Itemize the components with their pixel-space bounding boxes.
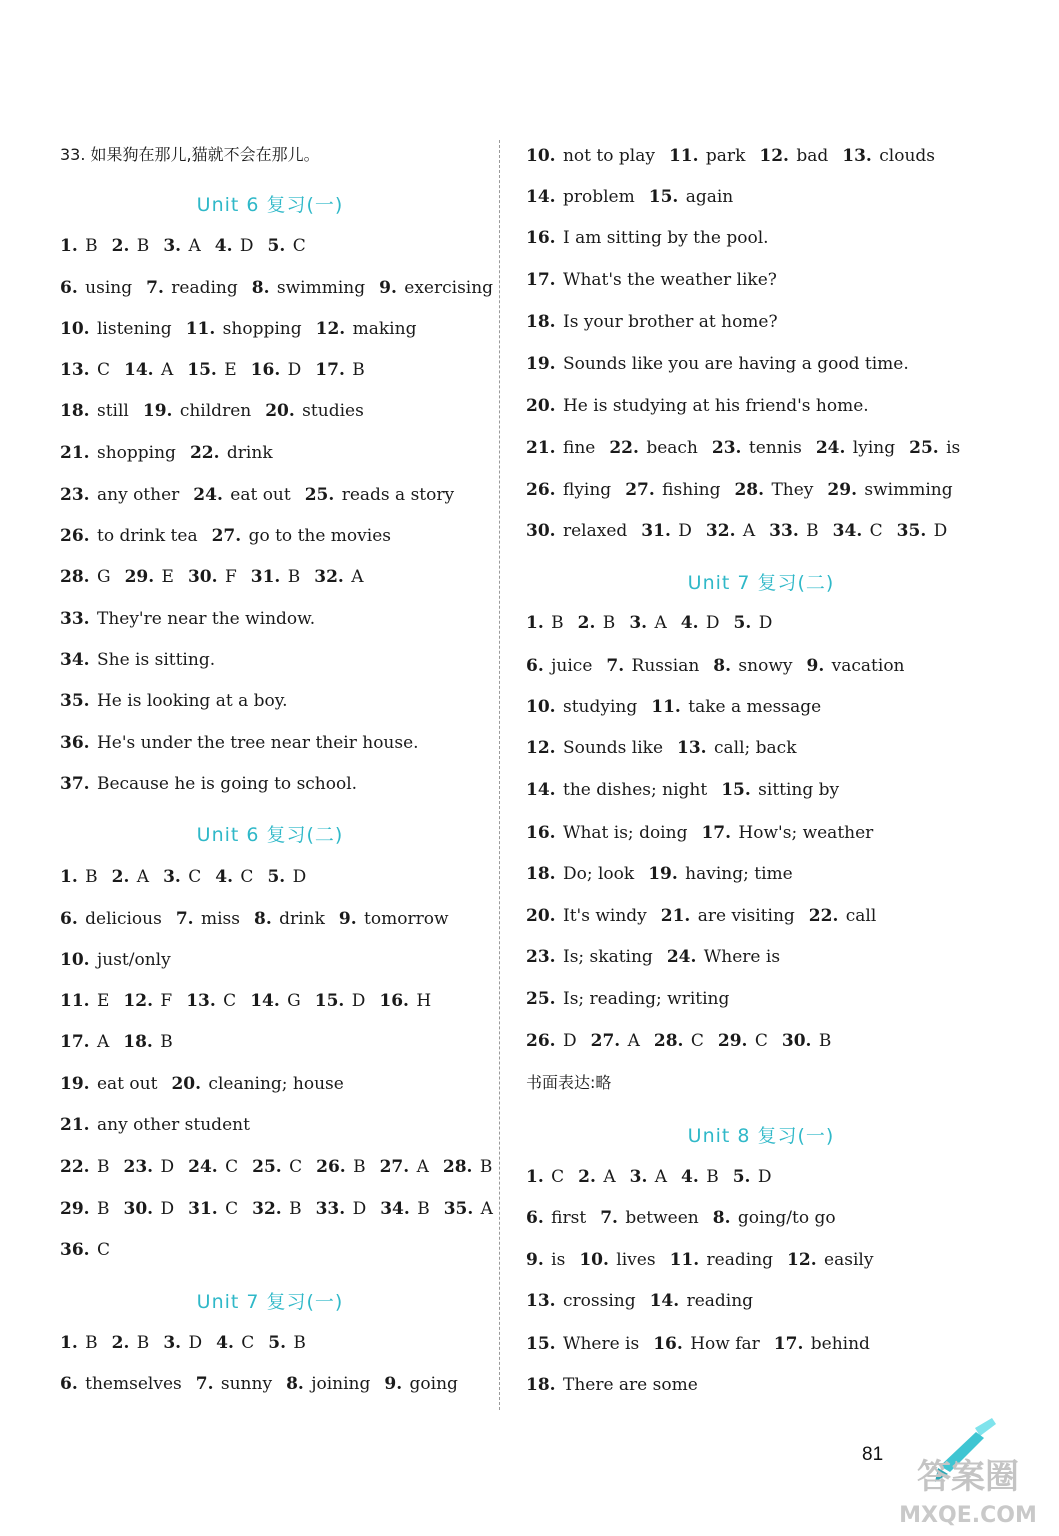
answer-item: 22. B [60,1157,110,1177]
answer-line [526,1374,712,1396]
answer-item: 9. exercising [379,278,494,298]
answer-item: 7. sunny [195,1374,273,1394]
answer-item: 34. C [832,521,883,541]
answer-item: 17. behind [773,1334,870,1354]
answer-item: 11. E [60,991,110,1011]
answer-item: 35. D [896,521,948,541]
answer-line [526,520,961,542]
answer-line [526,311,792,333]
answer-item: 12. making [315,319,417,339]
answer-item: 6. first [526,1208,587,1228]
answer-item: 15. D [314,991,366,1011]
answer-item: 3. A [163,236,201,256]
answer-item: 2. B [111,236,150,256]
answer-item: 9. is [526,1250,566,1270]
answer-item: 16. How far [653,1334,760,1354]
answer-item: 16. D [250,360,302,380]
answer-item: 13. clouds [842,146,935,166]
watermark-url: MXQE.COM [899,1503,1037,1528]
answer-line [60,359,379,381]
answer-item: 14. reading [649,1291,754,1311]
answer-line [60,908,463,930]
answer-item: 8. snowy [713,656,793,676]
answer-item: 5. C [267,236,306,256]
answer-item: 33. They're near the window. [60,609,316,629]
answer-item: 26. D [526,1031,577,1051]
answer-item: 1. B [60,236,98,256]
answer-item: 31. C [188,1199,239,1219]
section-heading: Unit 7 复习(二) [687,572,835,594]
answer-item: 26. to drink tea [60,526,198,546]
answer-item: 20. studies [265,401,364,421]
answer-line [526,779,853,801]
answer-item: 1. B [526,613,564,633]
answer-item: 17. A [60,1032,110,1052]
answer-line [60,732,433,754]
answer-item: 17. B [315,360,365,380]
answer-line [60,1198,507,1220]
answer-item: 19. eat out [60,1074,158,1094]
answer-item: 12. F [123,991,173,1011]
answer-line [526,696,835,718]
answer-item: 30. F [187,567,237,587]
answer-item: 3. A [629,613,667,633]
answer-item: 17. What's the weather like? [526,270,777,290]
answer-line [526,612,786,634]
answer-item: 22. call [808,906,877,926]
answer-line [60,318,430,340]
answer-item: 32. A [314,567,364,587]
answer-item: 29. swimming [827,480,953,500]
answer-line [60,442,287,464]
watermark-logo [880,1410,1050,1530]
answer-line [526,1207,850,1229]
text-line: 书面表达:略 [526,1073,612,1092]
answer-line [60,277,507,299]
answer-item: 24. Where is [666,947,781,967]
answer-line [526,269,791,291]
answer-line [526,737,811,759]
section-heading: Unit 7 复习(一) [196,1291,344,1313]
answer-item: 29. B [60,1199,110,1219]
answer-item: 32. B [252,1199,302,1219]
answer-item: 24. lying [815,438,896,458]
answer-item: 28. They [734,480,814,500]
answer-line [60,649,229,671]
answer-item: 21. fine [526,438,596,458]
answer-item: 2. A [578,1167,616,1187]
answer-item: 10. listening [60,319,172,339]
answer-item: 31. D [641,521,692,541]
answer-item: 28. B [442,1157,493,1177]
answer-line [526,822,887,844]
answer-item: 10. lives [579,1250,656,1270]
answer-line [526,863,807,885]
answer-item: 30. B [781,1031,832,1051]
answer-item: 36. He's under the tree near their house. [60,733,419,753]
answer-item: 20. He is studying at his friend's home. [526,396,869,416]
answer-item: 19. children [142,401,252,421]
answer-line [60,1239,124,1261]
answer-item: 5. D [733,613,773,633]
answer-item: 29. C [717,1031,768,1051]
answer-item: 20. It's windy [526,906,647,926]
answer-item: 15. Where is [526,1334,640,1354]
answer-item: 26. flying [526,480,612,500]
section-heading: Unit 6 复习(一) [196,194,344,216]
answer-item: 2. B [111,1333,150,1353]
answer-item: 37. Because he is going to school. [60,774,358,794]
answer-item: 24. C [188,1157,239,1177]
answer-item: 6. delicious [60,909,162,929]
answer-item: 34. She is sitting. [60,650,216,670]
answer-item: 8. going/to go [712,1208,836,1228]
answer-line [526,905,890,927]
answer-item: 31. B [250,567,301,587]
answer-item: 23. D [123,1157,175,1177]
answer-line [526,1249,887,1271]
answer-item: 2. A [111,867,150,887]
answer-item: 4. C [216,1333,255,1353]
answer-item: 1. B [60,1333,98,1353]
answer-item: 18. Do; look [526,864,635,884]
answer-line [526,479,967,501]
answer-item: 16. I am sitting by the pool. [526,228,769,248]
answer-item: 28. G [60,567,111,587]
answer-item: 16. What is; doing [526,823,688,843]
answer-item: 15. again [648,187,734,207]
answer-line [526,227,783,249]
answer-item: 10. just/only [60,950,171,970]
answer-item: 27. go to the movies [211,526,391,546]
answer-item: 17. How's; weather [701,823,874,843]
column-divider [499,140,500,1410]
answer-line [526,186,747,208]
answer-item: 14. the dishes; night [526,780,708,800]
answer-line [60,525,405,547]
answer-line [526,1290,767,1312]
answer-item: 22. beach [609,438,698,458]
answer-item: 19. Sounds like you are having a good time. [526,354,909,374]
answer-item: 25. is [909,438,961,458]
answer-item: 12. bad [759,146,829,166]
answer-item: 13. C [186,991,237,1011]
answer-item: 12. Sounds like [526,738,664,758]
answer-item: 4. D [680,613,720,633]
answer-line [60,235,320,257]
answer-item: 11. shopping [185,319,302,339]
answer-line [60,566,378,588]
answer-item: 19. having; time [648,864,793,884]
answer-item: 25. reads a story [304,485,455,505]
answer-item: 15. sitting by [721,780,840,800]
answer-item: 8. joining [286,1374,371,1394]
answer-line [526,1166,786,1188]
answer-item: 16. H [379,991,432,1011]
answer-item: 10. not to play [526,146,655,166]
answer-item: 33. B [769,521,819,541]
answer-item: 9. tomorrow [338,909,449,929]
answer-item: 23. tennis [711,438,802,458]
answer-item: 18. still [60,401,129,421]
answer-line [60,400,378,422]
answer-line [526,353,923,375]
answer-line [526,1030,845,1052]
answer-item: 13. call; back [677,738,797,758]
answer-line [60,1332,320,1354]
answer-item: 18. Is your brother at home? [526,312,778,332]
answer-line [526,145,949,167]
answer-line [60,690,302,712]
answer-item: 6. using [60,278,133,298]
answer-line [60,773,371,795]
watermark-text: 答案圈 [917,1457,1019,1497]
answer-item: 5. B [268,1333,306,1353]
answer-line [526,437,974,459]
answer-item: 1. C [526,1167,565,1187]
answer-item: 3. D [163,1333,203,1353]
answer-item: 13. C [60,360,110,380]
answer-item: 28. C [653,1031,704,1051]
answer-item: 25. Is; reading; writing [526,989,730,1009]
answer-item: 27. fishing [625,480,721,500]
answer-item: 14. G [250,991,301,1011]
answer-item: 4. B [681,1167,719,1187]
answer-line [60,608,329,630]
answer-line [526,988,743,1010]
answer-item: 22. drink [189,443,273,463]
answer-item: 4. C [215,867,254,887]
answer-line [526,1333,884,1355]
answer-item: 18. B [123,1032,173,1052]
answer-item: 21. are visiting [660,906,795,926]
answer-line [60,1156,506,1178]
answer-item: 24. eat out [193,485,291,505]
answer-item: 7. miss [175,909,241,929]
answer-item: 6. juice [526,656,593,676]
answer-item: 9. vacation [806,656,905,676]
answer-item: 11. take a message [651,697,822,717]
answer-line [60,1373,472,1395]
answer-item: 36. C [60,1240,110,1260]
answer-item: 27. A [590,1031,640,1051]
answer-line [60,484,468,506]
answer-line [526,946,794,968]
answer-item: 35. A [443,1199,493,1219]
answer-item: 13. crossing [526,1291,636,1311]
answer-item: 30. D [123,1199,175,1219]
answer-item: 23. any other [60,485,180,505]
answer-item: 8. drink [254,909,325,929]
answer-item: 8. swimming [251,278,366,298]
answer-item: 26. B [316,1157,366,1177]
answer-item: 21. any other student [60,1115,250,1135]
answer-item: 18. There are some [526,1375,698,1395]
answer-line [60,1031,187,1053]
answer-item: 7. between [600,1208,699,1228]
answer-item: 3. C [163,867,202,887]
answer-line [526,395,883,417]
answer-item: 5. D [732,1167,772,1187]
answer-line [60,1073,358,1095]
answer-line [60,990,445,1012]
answer-item: 9. going [384,1374,458,1394]
answer-item: 32. A [705,521,756,541]
answer-item: 12. easily [787,1250,874,1270]
answer-item: 33. D [315,1199,367,1219]
answer-line [526,655,919,677]
answer-item: 15. E [187,360,237,380]
answer-item: 5. D [267,867,307,887]
answer-item: 1. B [60,867,98,887]
answer-item: 11. reading [669,1250,774,1270]
answer-item: 30. relaxed [526,521,628,541]
answer-item: 6. themselves [60,1374,182,1394]
answer-line [60,1114,264,1136]
answer-item: 29. E [124,567,174,587]
answer-item: 11. park [668,146,746,166]
answer-item: 14. problem [526,187,635,207]
answer-line [60,949,185,971]
answer-item: 10. studying [526,697,638,717]
text-line: 33. 如果狗在那儿,猫就不会在那儿。 [60,145,320,164]
section-heading: Unit 6 复习(二) [196,824,344,846]
answer-item: 14. A [124,360,174,380]
answer-item: 2. B [577,613,616,633]
section-heading: Unit 8 复习(一) [687,1125,835,1147]
answer-item: 35. He is looking at a boy. [60,691,288,711]
answer-item: 3. A [629,1167,668,1187]
answer-item: 25. C [252,1157,303,1177]
answer-item: 7. Russian [606,656,700,676]
answer-item: 21. shopping [60,443,176,463]
answer-item: 20. cleaning; house [171,1074,344,1094]
answer-line [60,866,320,888]
answer-item: 23. Is; skating [526,947,653,967]
answer-item: 27. A [379,1157,429,1177]
answer-item: 4. D [214,236,254,256]
answer-item: 7. reading [146,278,238,298]
page-number: 81 [862,1444,884,1465]
answer-item: 34. B [380,1199,430,1219]
